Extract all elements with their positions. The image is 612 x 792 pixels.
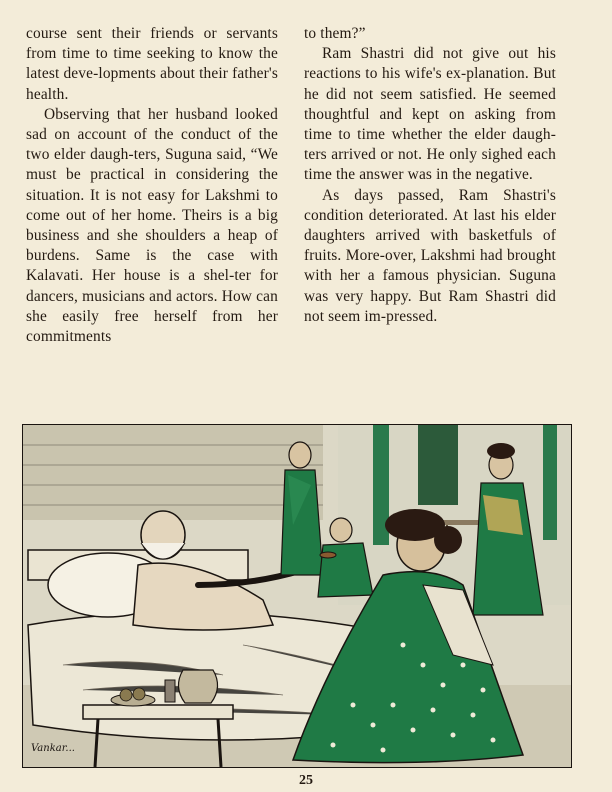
paragraph: Observing that her husband looked sad on account of the conduct of the two elder daugh-ters, Suguna said, “We must be practical in considering the situation. It is not easy for Lakshmi to come out of her home. Theirs is a big business and she shoulders a heap of burdens. Same is the case with Kalavati. Her house is a shel-ter for dancers, musicians and actors. How can she easily free herself from her commitments bbox=[26, 105, 278, 346]
illustration-drawing bbox=[23, 425, 571, 767]
right-text-column bbox=[304, 24, 556, 327]
paragraph: Ram Shastri did not give out his reactions to his wife's ex-planation. But he did not seem satisfied. He seemed thoughtful and kept on asking from time to time whether the elder daugh-ters arrived or not. He only sighed each time the answer was in the negative. bbox=[304, 45, 556, 184]
page-number: 25 bbox=[299, 773, 313, 788]
illustration bbox=[22, 424, 572, 768]
paragraph: As days passed, Ram Shastri's condition deteriorated. At last his elder daughters arrived with basketfuls of fruits. More-over, Lakshmi had brought with her a famous physician. Suguna was very happy. But Ram Shastri did not seem im-pressed. bbox=[304, 186, 556, 325]
pillar bbox=[543, 425, 557, 540]
paragraph: course sent their friends or servants from time to time seeking to know the latest deve-lopments about their father's health. bbox=[26, 25, 278, 103]
left-text-column bbox=[26, 24, 278, 347]
artist-signature: Vankar... bbox=[31, 743, 75, 754]
paragraph: to them?” bbox=[304, 25, 366, 42]
